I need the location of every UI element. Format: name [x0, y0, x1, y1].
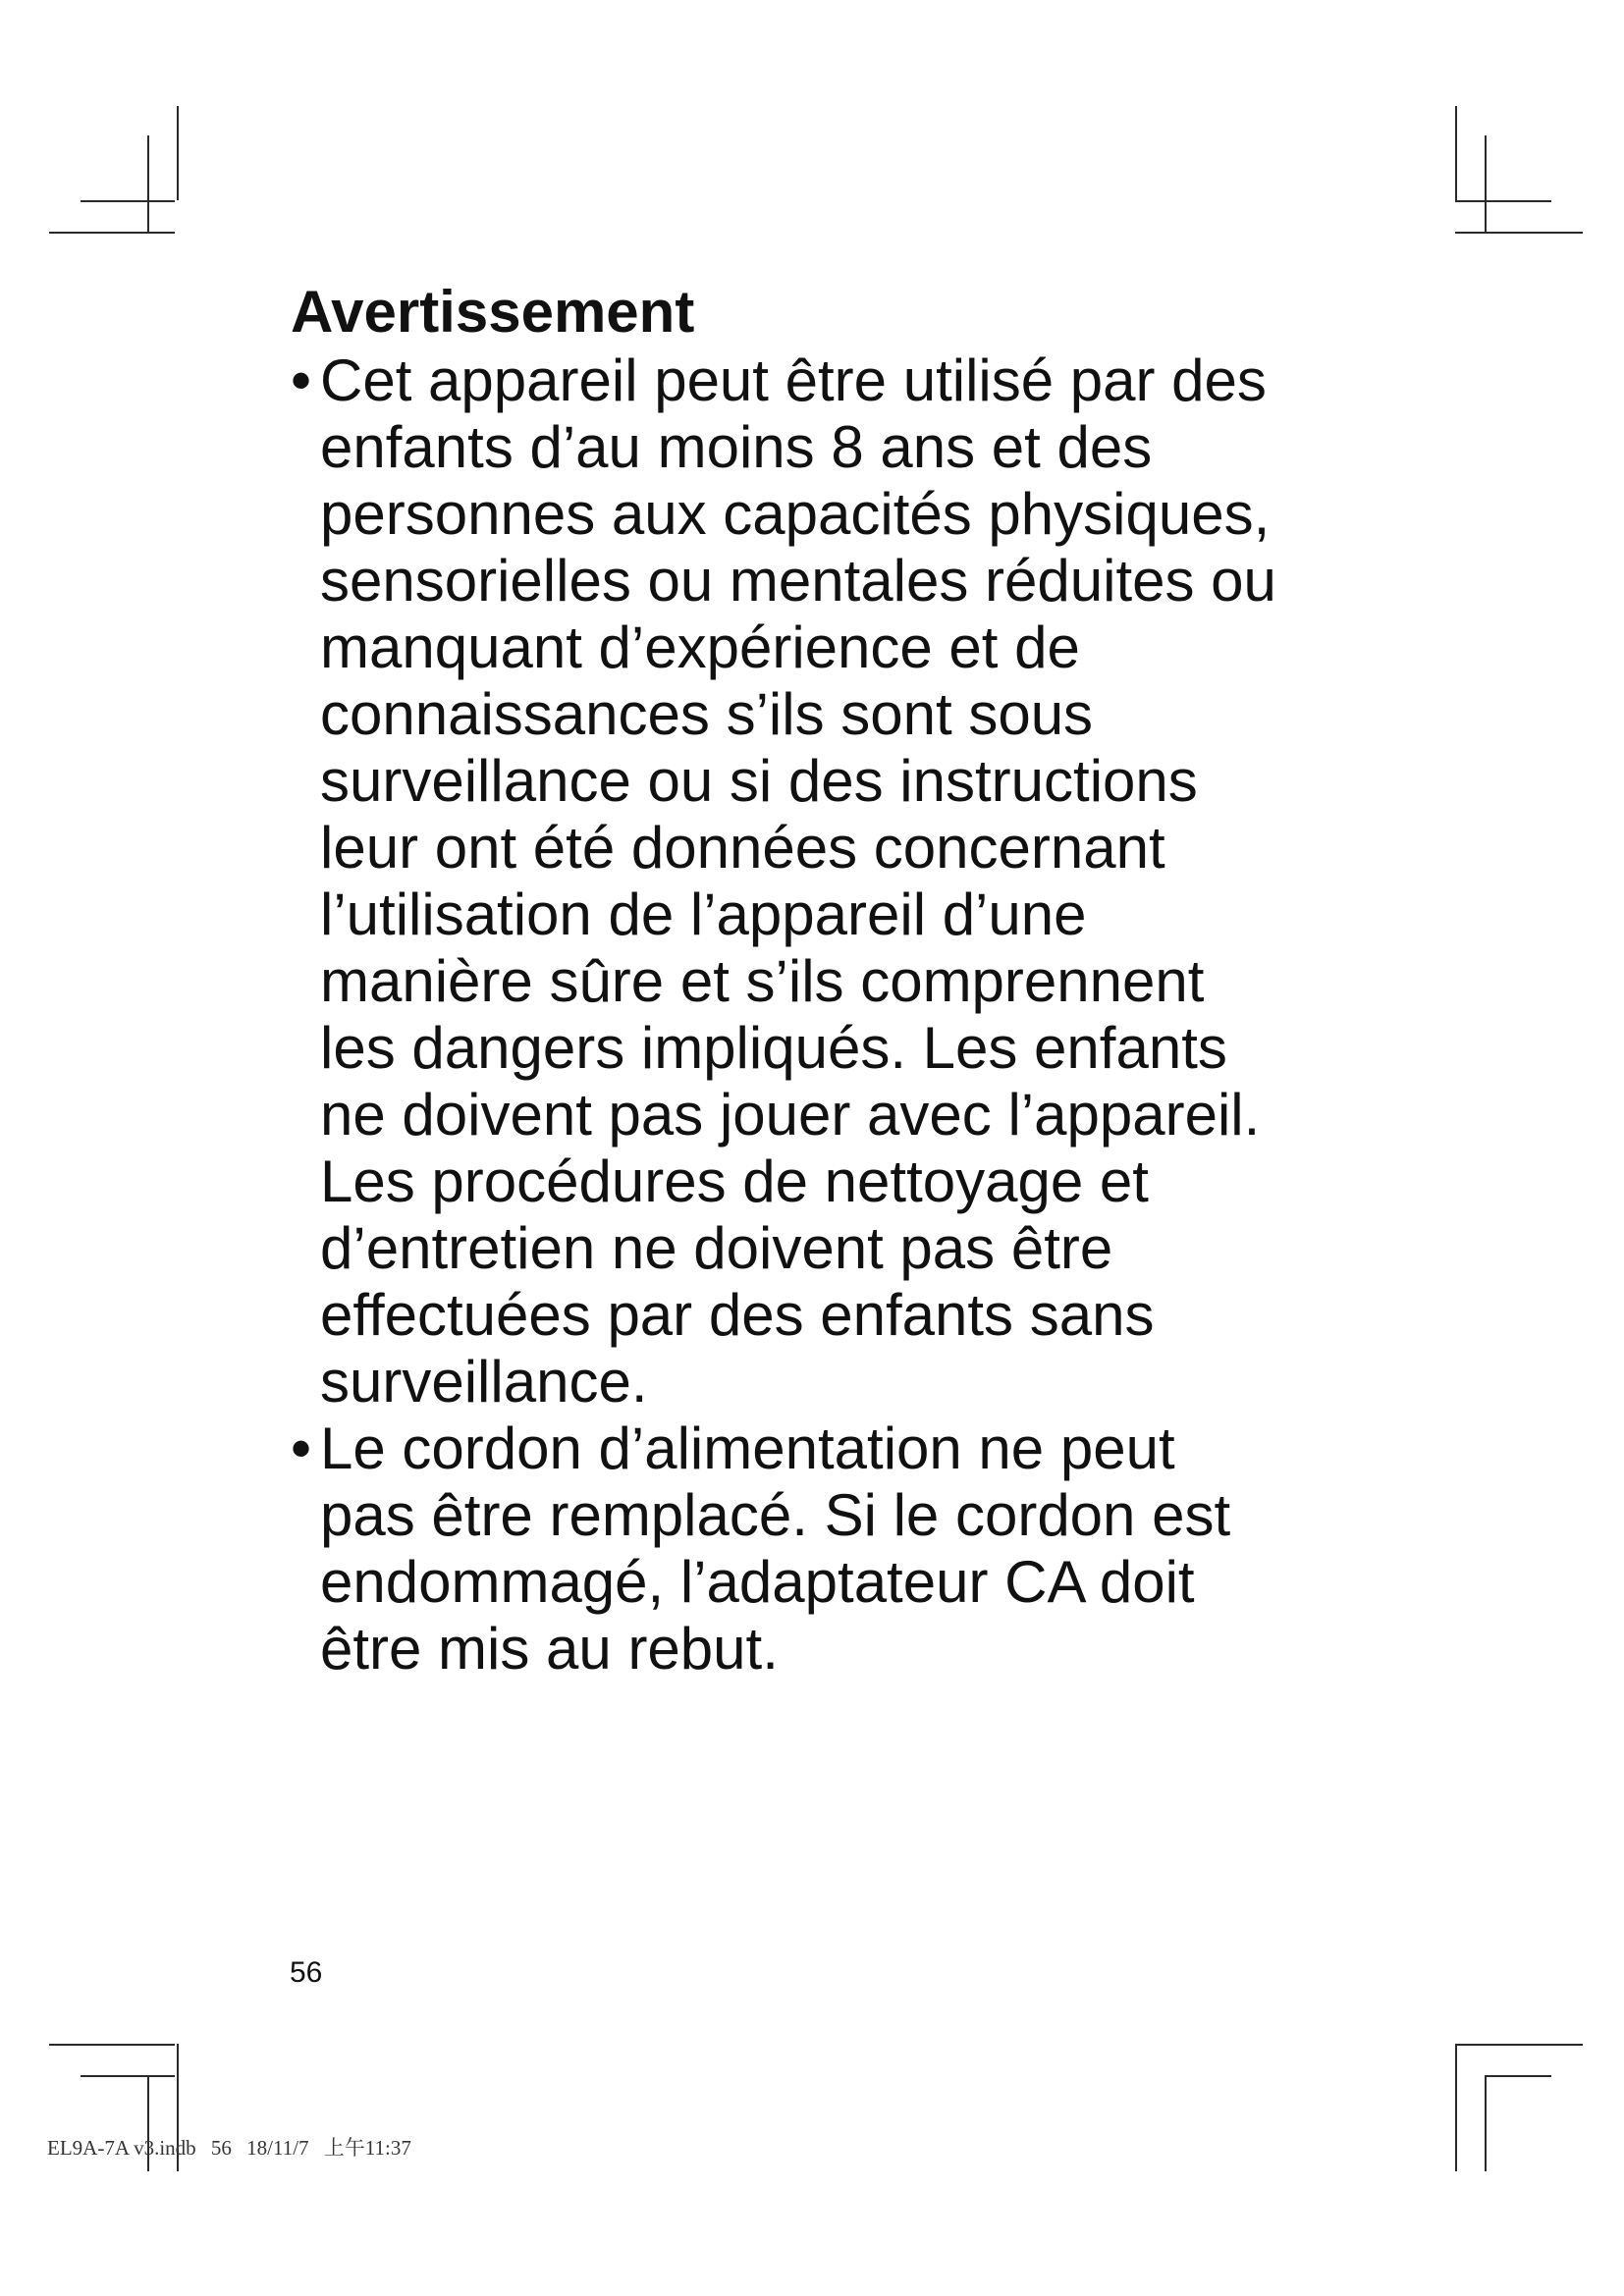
warning-list — [291, 347, 1420, 1682]
crop-mark-bottom-left-horizontal — [49, 2044, 175, 2046]
crop-mark-top-left-horizontal — [49, 232, 175, 234]
bullet-icon: • — [291, 347, 312, 413]
crop-mark-bottom-right-vertical — [1455, 2044, 1457, 2171]
bullet-icon: • — [291, 1415, 312, 1481]
slug-date: 18/11/7 — [246, 2136, 309, 2160]
warning-line: manière sûre et s’ils comprennent — [320, 948, 1205, 1014]
crop-mark-top-right-vertical-inner — [1455, 106, 1457, 200]
warning-line: manquant d’expérience et de — [320, 614, 1080, 680]
warning-line: effectuées par des enfants sans — [320, 1282, 1155, 1348]
warning-line: être mis au rebut. — [320, 1616, 779, 1682]
warning-line: surveillance. — [320, 1349, 648, 1415]
crop-mark-bottom-right-horizontal-inner — [1485, 2075, 1551, 2077]
warning-line: ne doivent pas jouer avec l’appareil. — [320, 1082, 1261, 1148]
warning-line: d’entretien ne doivent pas être — [320, 1215, 1113, 1281]
warning-line: personnes aux capacités physiques, — [320, 481, 1271, 547]
crop-mark-bottom-right-horizontal — [1455, 2044, 1583, 2046]
warning-line: leur ont été données concernant — [320, 815, 1165, 881]
warning-item-supervision — [291, 347, 1420, 1415]
warning-line: pas être remplacé. Si le cordon est — [320, 1482, 1231, 1548]
warning-section — [291, 277, 1420, 1682]
crop-mark-top-right-horizontal — [1455, 232, 1583, 234]
warning-line: connaissances s’ils sont sous — [320, 681, 1094, 747]
slug-time: 上午11:37 — [323, 2136, 411, 2160]
slug-file: EL9A-7A v3.indb — [47, 2136, 196, 2160]
crop-mark-top-left-horizontal-inner — [81, 200, 175, 202]
crop-mark-bottom-right-vertical-inner — [1485, 2075, 1487, 2171]
crop-mark-bottom-left-horizontal-inner — [81, 2075, 175, 2077]
print-slug — [47, 2136, 421, 2160]
warning-line: surveillance ou si des instructions — [320, 748, 1198, 814]
warning-line: l’utilisation de l’appareil d’une — [320, 881, 1087, 947]
warning-line: sensorielles ou mentales réduites ou — [320, 548, 1276, 614]
warning-line: Le cordon d’alimentation ne peut — [320, 1415, 1175, 1481]
warning-line: les dangers impliqués. Les enfants — [320, 1015, 1227, 1081]
page-number: 56 — [290, 1956, 323, 1989]
crop-mark-top-left-vertical-inner — [177, 106, 179, 200]
warning-line: Les procédures de nettoyage et — [320, 1148, 1149, 1214]
section-heading: Avertissement — [291, 279, 695, 345]
slug-page: 56 — [210, 2136, 232, 2160]
warning-line: endommagé, l’adaptateur CA doit — [320, 1549, 1195, 1615]
crop-mark-top-left-vertical — [147, 135, 149, 232]
warning-item-power-cord — [291, 1415, 1420, 1682]
crop-mark-top-right-horizontal-inner — [1455, 200, 1551, 202]
warning-line: Cet appareil peut être utilisé par des — [320, 347, 1267, 413]
crop-mark-top-right-vertical — [1485, 135, 1487, 232]
warning-line: enfants d’au moins 8 ans et des — [320, 414, 1153, 480]
